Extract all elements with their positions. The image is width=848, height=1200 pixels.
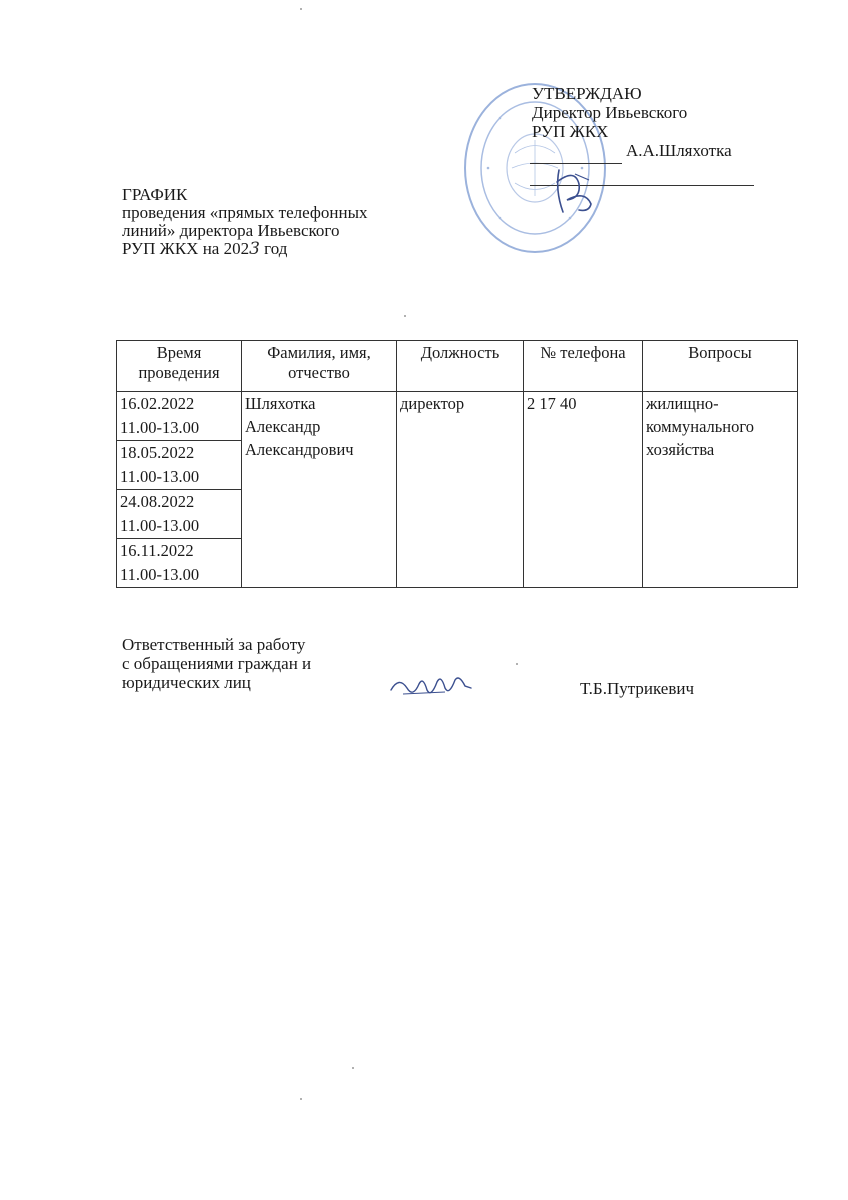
title-line3 bbox=[122, 240, 452, 258]
session-time: 11.00-13.00 bbox=[120, 418, 200, 437]
header-phone: № телефона bbox=[524, 341, 643, 392]
responsible-line2: с обращениями граждан и bbox=[122, 654, 312, 673]
approval-heading: УТВЕРЖДАЮ bbox=[532, 84, 642, 103]
session-date: 16.11.2022 bbox=[120, 541, 194, 560]
title-heading: ГРАФИК bbox=[122, 185, 188, 204]
scan-speck bbox=[300, 1098, 302, 1100]
session-date: 24.08.2022 bbox=[120, 492, 195, 511]
person-name-cell bbox=[242, 392, 397, 588]
scan-speck bbox=[300, 8, 302, 10]
responsible-label bbox=[122, 635, 311, 692]
responsible-signature-icon bbox=[385, 668, 475, 704]
header-position: Должность bbox=[397, 341, 524, 392]
session-time: 11.00-13.00 bbox=[120, 565, 200, 584]
session-date: 16.02.2022 bbox=[120, 394, 195, 413]
name-line: Шляхотка bbox=[245, 394, 316, 413]
topic-line: жилищно- bbox=[646, 394, 719, 413]
session-cell bbox=[117, 392, 242, 441]
session-time: 11.00-13.00 bbox=[120, 467, 200, 486]
phone-value: 2 17 40 bbox=[527, 394, 577, 413]
position-value: директор bbox=[400, 394, 465, 413]
scan-speck bbox=[404, 315, 406, 317]
table-row bbox=[117, 392, 798, 441]
session-cell bbox=[117, 539, 242, 588]
title-line3-prefix: РУП ЖКХ на 202 bbox=[122, 239, 250, 258]
approval-block bbox=[532, 84, 772, 160]
session-time: 11.00-13.00 bbox=[120, 516, 200, 535]
session-date: 18.05.2022 bbox=[120, 443, 195, 462]
responsible-line3: юридических лиц bbox=[122, 673, 251, 692]
title-line3-suffix: год bbox=[259, 239, 288, 258]
header-name: Фамилия, имя, отчество bbox=[242, 341, 397, 392]
header-topics: Вопросы bbox=[643, 341, 798, 392]
topic-line: хозяйства bbox=[646, 440, 715, 459]
title-year-digit: 3 bbox=[249, 239, 260, 259]
name-line: Александр bbox=[245, 417, 321, 436]
scan-speck bbox=[516, 663, 518, 665]
scan-speck bbox=[352, 1067, 354, 1069]
name-line: Александрович bbox=[245, 440, 354, 459]
responsible-name: Т.Б.Путрикевич bbox=[580, 679, 695, 698]
header-time: Время проведения bbox=[117, 341, 242, 392]
document-title bbox=[122, 186, 452, 258]
topic-line: коммунального bbox=[646, 417, 754, 436]
title-line1: проведения «прямых телефонных bbox=[122, 203, 368, 222]
position-cell bbox=[397, 392, 524, 588]
responsible-line1: Ответственный за работу bbox=[122, 635, 306, 654]
director-signature-icon bbox=[545, 160, 605, 220]
topics-cell bbox=[643, 392, 798, 588]
schedule-table bbox=[116, 340, 798, 588]
table-header-row bbox=[117, 341, 798, 392]
phone-cell bbox=[524, 392, 643, 588]
session-cell bbox=[117, 441, 242, 490]
session-cell bbox=[117, 490, 242, 539]
title-line2: линий» директора Ивьевского bbox=[122, 221, 340, 240]
approval-position-line1: Директор Ивьевского bbox=[532, 103, 688, 122]
approval-position-line2: РУП ЖКХ bbox=[532, 122, 609, 141]
approval-signer: А.А.Шляхотка bbox=[626, 141, 732, 160]
